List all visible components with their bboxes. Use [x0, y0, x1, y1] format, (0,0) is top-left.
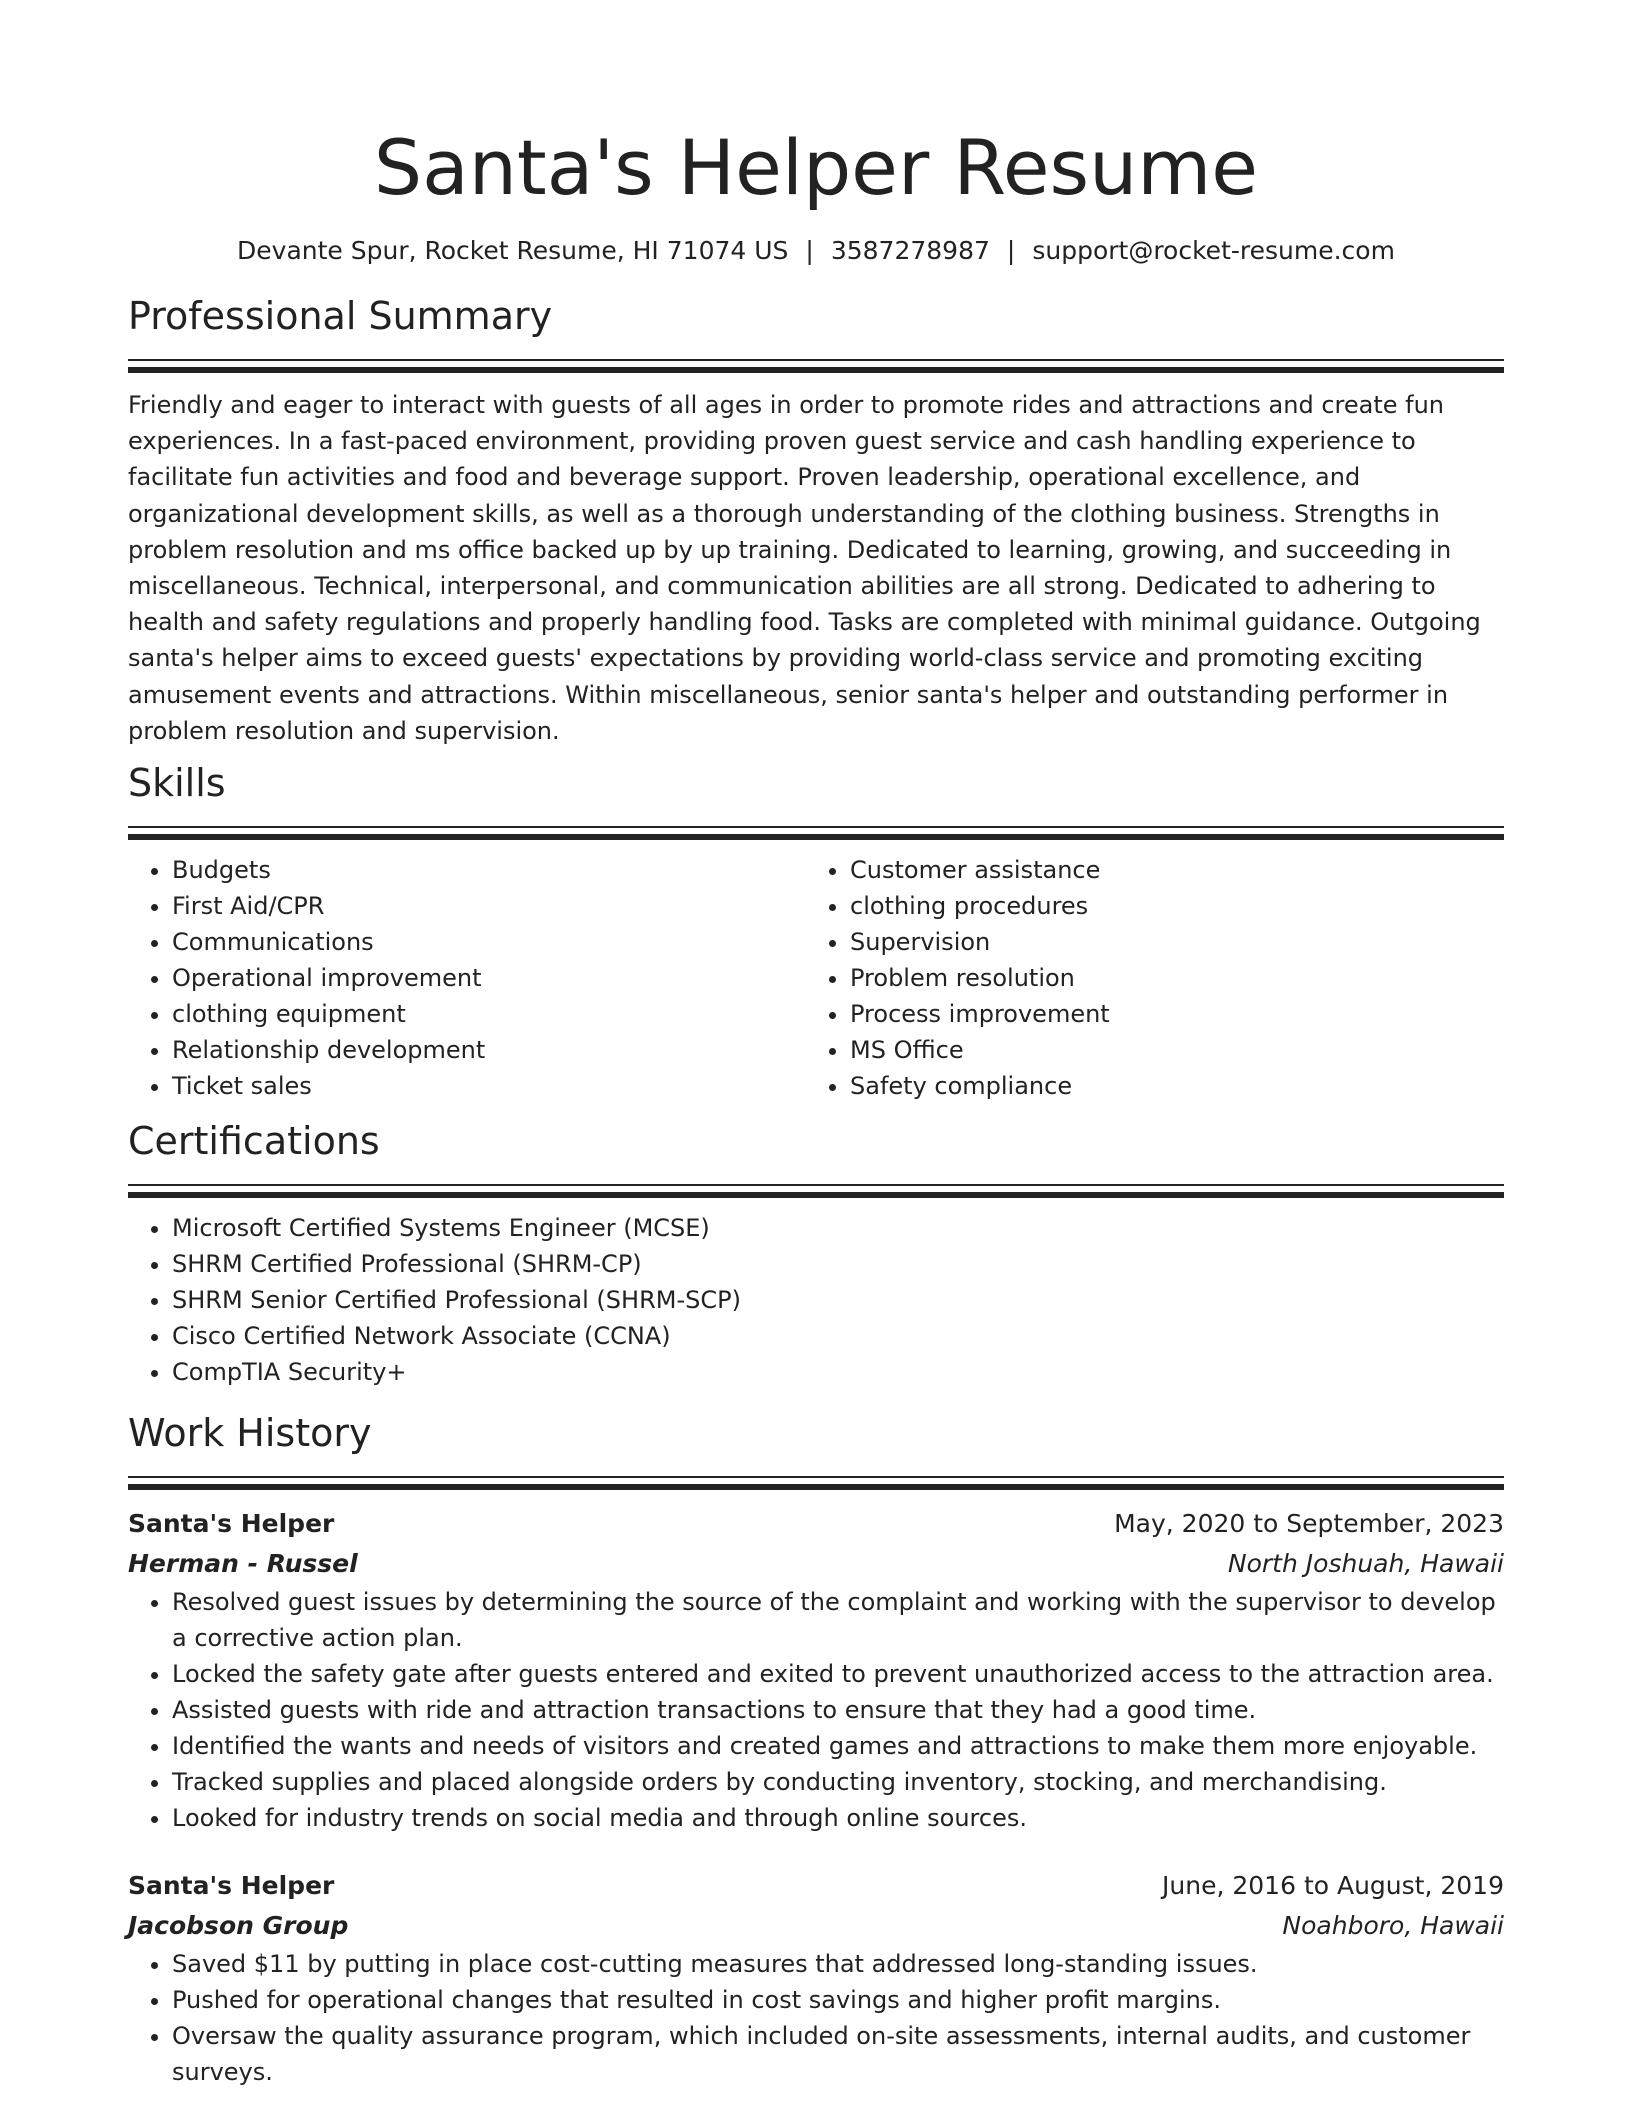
job-duty: • Oversaw the quality assurance program, which included on-site assessments, internal audits, and customer surveys. — [172, 2018, 1504, 2090]
section-rule-thick — [128, 1484, 1504, 1490]
job-duty: • Saved $11 by putting in place cost-cutting measures that addressed long-standing issues. — [172, 1946, 1504, 1982]
summary-heading: Professional Summary — [128, 294, 553, 338]
skills-column-right — [806, 852, 1484, 1104]
work-history-section — [128, 1408, 1504, 2090]
job-duty: • Assisted guests with ride and attraction transactions to ensure that they had a good time. — [172, 1692, 1504, 1728]
certifications-list — [128, 1210, 1504, 1390]
skill-item: • Customer assistance — [850, 852, 1484, 888]
certifications-section — [128, 1116, 1504, 1390]
skill-item: • clothing equipment — [172, 996, 806, 1032]
job-duties-list — [128, 1946, 1504, 2090]
section-rule — [128, 1184, 1504, 1186]
skill-item: • clothing procedures — [850, 888, 1484, 924]
summary-section — [128, 291, 1504, 749]
resume-title: Santa's Helper Resume — [373, 123, 1259, 212]
section-rule-thick — [128, 834, 1504, 840]
skill-item: • Ticket sales — [172, 1068, 806, 1104]
skill-item: • Communications — [172, 924, 806, 960]
skills-heading: Skills — [128, 761, 226, 806]
job-subheader-row — [128, 1906, 1504, 1946]
job-entry — [128, 1504, 1504, 1836]
skill-item: • First Aid/CPR — [172, 888, 806, 924]
skills-columns — [128, 852, 1504, 1104]
work-history-heading: Work History — [128, 1411, 372, 1456]
job-entry — [128, 1866, 1504, 2090]
skill-item: • Operational improvement — [172, 960, 806, 996]
certification-item: • CompTIA Security+ — [172, 1354, 1504, 1390]
job-header-row — [128, 1504, 1504, 1544]
certification-item: • Microsoft Certified Systems Engineer (MCSE) — [172, 1210, 1504, 1246]
contact-phone: 3587278987 — [830, 236, 990, 265]
job-location: Noahboro, Hawaii — [1282, 1911, 1504, 1941]
summary-text: Friendly and eager to interact with guests of all ages in order to promote rides and attractions and create fun experiences. In a fast-paced environment, providing proven guest service and cash handling experience to facilitate fun activities and food and beverage support. Proven leadership, operational excellence, and organizational development skills, as well as a thorough understanding of the clothing business. Strengths in problem resolution and ms office backed up by up training. Dedicated to learning, growing, and succeeding in miscellaneous. Technical, interpersonal, and communication abilities are all strong. Dedicated to adhering to health and safety regulations and properly handling food. Tasks are completed with minimal guidance. Outgoing santa's helper aims to exceed guests' expectations by providing world-class service and promoting exciting amusement events and attractions. Within miscellaneous, senior santa's helper and outstanding performer in problem resolution and supervision. — [128, 391, 1481, 745]
certification-item: • Cisco Certified Network Associate (CCNA) — [172, 1318, 1504, 1354]
contact-separator: | — [1006, 236, 1016, 265]
skill-item: • Supervision — [850, 924, 1484, 960]
skills-list-left — [128, 852, 806, 1104]
skill-item: • MS Office — [850, 1032, 1484, 1068]
contact-email: support@rocket-resume.com — [1032, 236, 1395, 265]
skill-item: • Process improvement — [850, 996, 1484, 1032]
section-rule — [128, 826, 1504, 828]
skills-section — [128, 758, 1504, 1104]
job-company: Herman - Russel — [128, 1549, 358, 1579]
job-dates: May, 2020 to September, 2023 — [1114, 1509, 1504, 1539]
job-header-row — [128, 1866, 1504, 1906]
job-subheader-row — [128, 1544, 1504, 1584]
job-duty: • Pushed for operational changes that resulted in cost savings and higher profit margins. — [172, 1982, 1504, 2018]
skill-item: • Problem resolution — [850, 960, 1484, 996]
section-rule-thick — [128, 367, 1504, 373]
skills-column-left — [128, 852, 806, 1104]
job-location: North Joshuah, Hawaii — [1227, 1549, 1504, 1579]
job-title: Santa's Helper — [128, 1871, 335, 1901]
contact-separator: | — [805, 236, 814, 265]
job-duty: • Tracked supplies and placed alongside orders by conducting inventory, stocking, and merchandising. — [172, 1764, 1504, 1800]
resume-page — [128, 0, 1504, 2090]
job-dates: June, 2016 to August, 2019 — [1162, 1871, 1504, 1901]
certification-item: • SHRM Senior Certified Professional (SHRM-SCP) — [172, 1282, 1504, 1318]
skill-item: • Relationship development — [172, 1032, 806, 1068]
contact-line — [128, 234, 1504, 268]
section-rule — [128, 359, 1504, 361]
skill-item: • Budgets — [172, 852, 806, 888]
job-title: Santa's Helper — [128, 1509, 335, 1539]
job-duty: • Looked for industry trends on social media and through online sources. — [172, 1800, 1504, 1836]
job-duty: • Identified the wants and needs of visitors and created games and attractions to make them more enjoyable. — [172, 1728, 1504, 1764]
section-rule — [128, 1476, 1504, 1478]
skill-item: • Safety compliance — [850, 1068, 1484, 1104]
certification-item: • SHRM Certified Professional (SHRM-CP) — [172, 1246, 1504, 1282]
job-company: Jacobson Group — [128, 1911, 349, 1941]
certifications-heading: Certifications — [128, 1119, 380, 1164]
skills-list-right — [806, 852, 1484, 1104]
contact-address: Devante Spur, Rocket Resume, HI 71074 US — [237, 236, 789, 265]
job-duty: • Locked the safety gate after guests entered and exited to prevent unauthorized access to the attraction area. — [172, 1656, 1504, 1692]
job-duties-list — [128, 1584, 1504, 1836]
section-rule-thick — [128, 1192, 1504, 1198]
job-duty: • Resolved guest issues by determining the source of the complaint and working with the supervisor to develop a corrective action plan. — [172, 1584, 1504, 1656]
